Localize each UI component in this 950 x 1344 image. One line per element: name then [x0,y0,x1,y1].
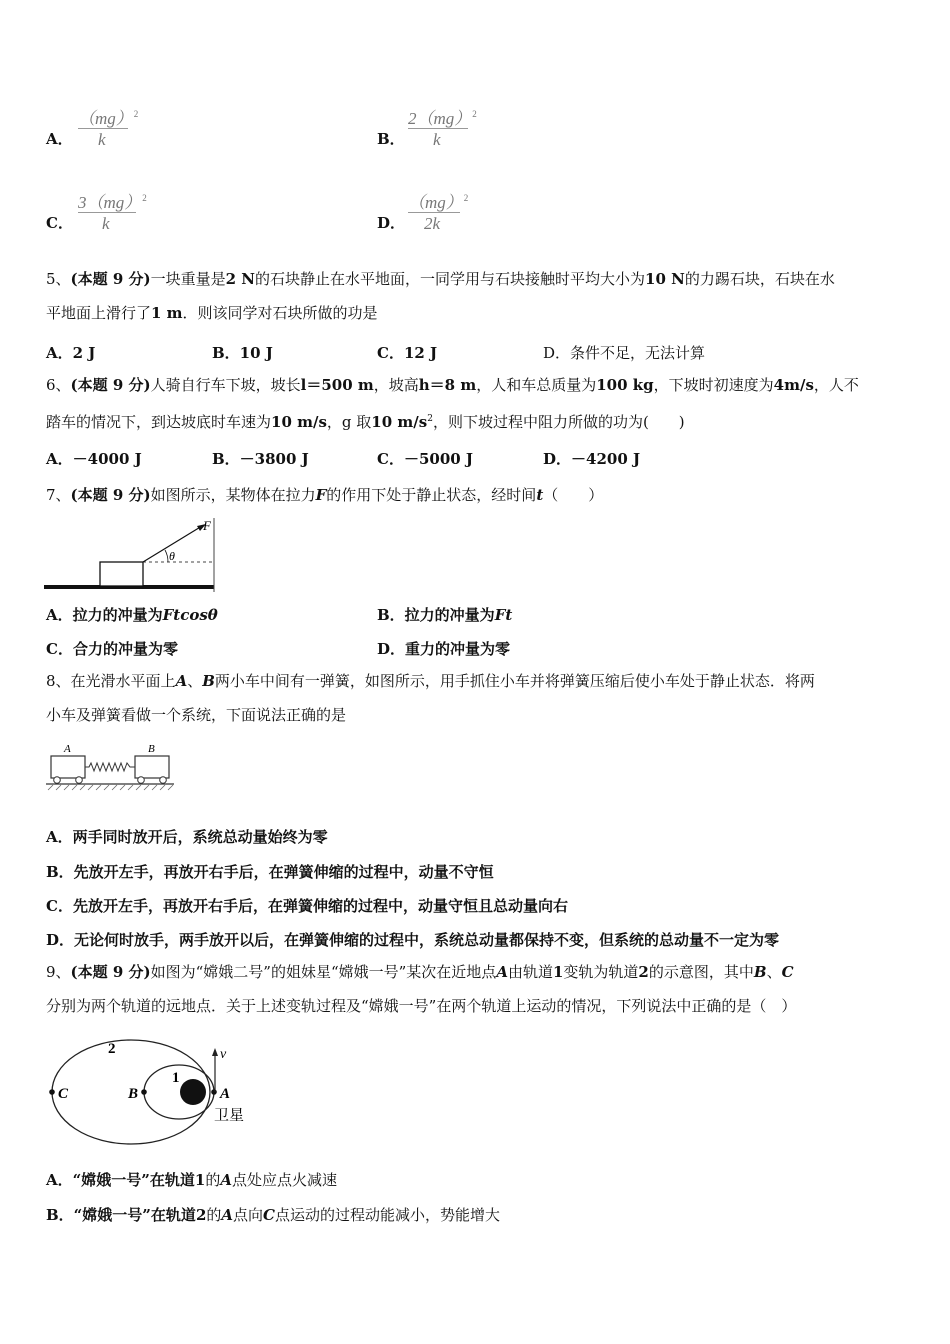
q8-stem: 8、在光滑水平面上A、B两小车中间有一弹簧，如图所示，用手抓住小车并将弹簧压缩后使小车处于静止状态．将两 小车及弹簧看做一个系统，下面说法正确的是 [46,672,815,724]
q9-fig-label-b: B [128,1086,139,1102]
q5-stem: 5、(本题 9 分)一块重量是2 N的石块静止在水平地面，一同学用与石块接触时平均大小为10 N的力踢石块，石块在水 平地面上滑行了1 m．则该同学对石块所做的功是 [46,270,835,322]
q7-option-b[interactable]: B．拉力的冲量为Ft [377,606,513,624]
q8-carts-figure [44,740,179,792]
q4-d-denominator: 2k [424,214,441,233]
q9-fig-label-1: 1 [172,1070,180,1086]
q5-option-d[interactable]: D．条件不足，无法计算 [543,344,706,362]
q9-option-b[interactable]: B．“嫦娥一号”在轨道2的A点向C点运动的过程动能减小，势能增大 [46,1206,501,1224]
q4-d-numerator: （mg） [408,193,463,212]
q4-b-exponent: 2 [472,109,477,119]
q4-c-denominator: k [102,214,110,233]
q8-option-a[interactable]: A．两手同时放开后，系统总动量始终为零 [46,828,328,846]
q7-option-c[interactable]: C．合力的冲量为零 [46,640,178,658]
q5-option-a[interactable]: A．2 J [46,344,96,362]
q4-c-exponent: 2 [142,193,147,203]
q9-fig-label-2: 2 [108,1041,116,1057]
q7-fig-force-label: F [203,518,211,533]
q9-stem: 9、(本题 9 分)如图为“嫦娥二号”的姐妹星“嫦娥一号”某次在近地点A由轨道1变轨为轨道2的示意图，其中B、C 分别为两个轨道的远地点．关于上述变轨过程及“嫦娥一号”在两个轨道上运动的情况，下列说法中正确的是（ ） [46,963,797,1015]
q4-option-b-label: B． [377,130,405,148]
q4-option-c-label: C． [46,214,73,232]
q7-stem: 7、(本题 9 分)如图所示，某物体在拉力F的作用下处于静止状态，经时间t（ ） [46,486,604,504]
q6-option-b[interactable]: B．－3800 J [212,450,309,468]
q4-a-denominator: k [98,130,106,149]
q4-a-exponent: 2 [133,109,139,119]
q4-d-exponent: 2 [463,193,469,203]
q9-fig-label-c: C [58,1086,69,1102]
q8-option-c[interactable]: C．先放开左手，再放开右手后，在弹簧伸缩的过程中，动量守恒且总动量向右 [46,897,568,915]
q9-fig-label-a: A [220,1086,231,1102]
q7-fig-angle-label: θ [169,549,175,563]
q6-option-a[interactable]: A．－4000 J [46,450,142,468]
q5-option-b[interactable]: B．10 J [212,344,273,362]
q4-b-numerator: 2（mg） [408,109,472,128]
q9-fig-label-satellite: 卫星 [214,1108,245,1124]
q4-option-d-label: D． [377,214,406,232]
q8-option-d[interactable]: D．无论何时放手，两手放开以后，在弹簧伸缩的过程中，系统总动量都保持不变，但系统的总动量不一定为零 [46,931,780,949]
q6-stem: 6、(本题 9 分)人骑自行车下坡，坡长l＝500 m，坡高h＝8 m，人和车总质量为100 kg，下坡时初速度为4m/s，人不 踏车的情况下，到达坡底时车速为10 m/s，g 取10 $m/s^2$，则下坡过程中阻力所做的功为( ) [46,376,859,431]
q5-option-c[interactable]: C．12 J [377,344,438,362]
q7-option-d[interactable]: D．重力的冲量为零 [377,640,511,658]
q8-fig-label-a: A [64,743,71,755]
q8-option-b[interactable]: B．先放开左手，再放开右手后，在弹簧伸缩的过程中，动量不守恒 [46,863,494,881]
q9-option-a[interactable]: A．“嫦娥一号”在轨道1的A点处应点火减速 [46,1171,338,1189]
q6-option-c[interactable]: C．－5000 J [377,450,474,468]
q7-force-figure [44,514,219,594]
q4-a-numerator: （mg） [78,109,133,128]
q6-option-d[interactable]: D．－4200 J [543,450,641,468]
q8-fig-label-b: B [148,743,155,755]
q4-b-denominator: k [433,130,441,149]
q9-fig-label-v: v [220,1047,227,1062]
q7-option-a[interactable]: A．拉力的冲量为Ftcosθ [46,606,218,624]
q4-option-a-label: A． [46,130,73,148]
q4-c-numerator: 3（mg） [78,193,142,212]
q9-orbit-figure [44,1032,264,1152]
